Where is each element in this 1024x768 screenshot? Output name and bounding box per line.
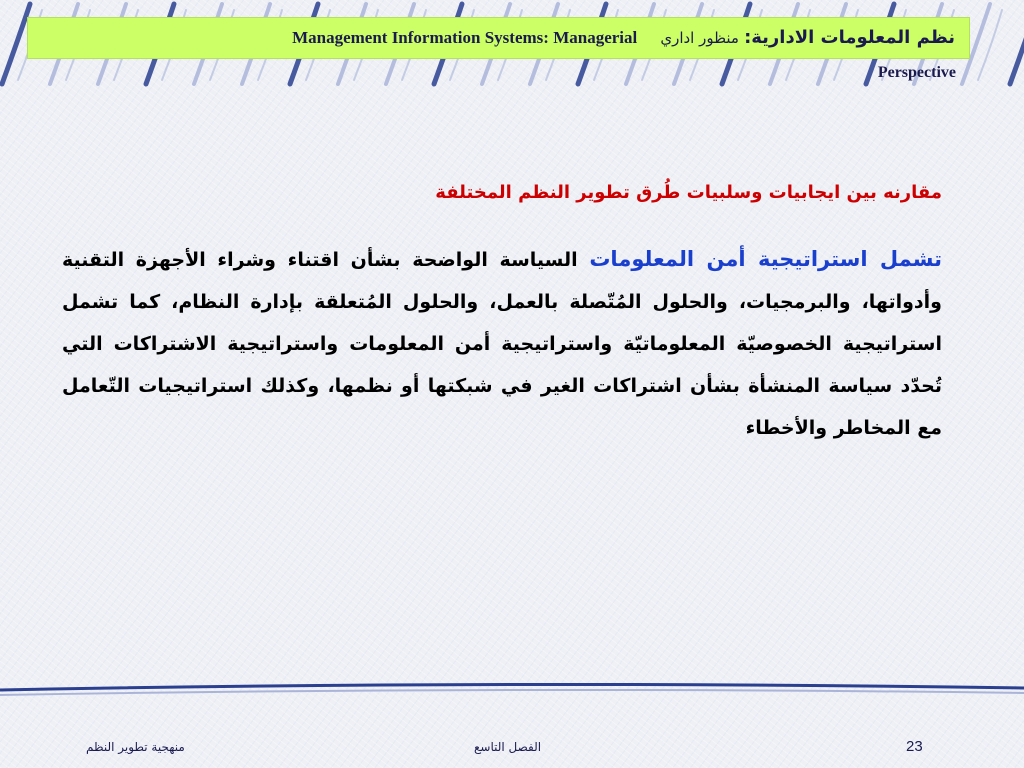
body-paragraph	[62, 238, 942, 449]
slide-content	[62, 180, 942, 449]
title-arabic-main: نظم المعلومات الادارية:	[744, 27, 955, 48]
body-text: السياسة الواضحة بشأن اقتناء وشراء الأجهزة التقنية وأدواتها، والبرمجيات، والحلول المُتّصلة بالعمل، والحلول المُتعلقة بإدارة النظام، كما تشمل استراتيجية الخصوصيّة المعلوماتيّة واستراتيجية أمن المعلومات واستراتيجية الاشتراكات التي تُحدّد سياسة المنشأة بشأن اشتراكات الغير في شبكتها أو نظمها، وكذلك استراتيجيات التّعامل مع المخاطر والأخطاء	[62, 249, 942, 440]
footer-divider	[0, 678, 1024, 700]
footer-divider-line-shadow	[0, 690, 1024, 695]
slide-number: 23	[906, 738, 923, 755]
header-stripe	[1010, 4, 1024, 84]
slide-title	[292, 27, 955, 48]
header-stripe-thin	[978, 10, 1002, 80]
body-lead-phrase: تشمل استراتيجية أمن المعلومات	[589, 247, 943, 272]
title-english-continuation: Perspective	[877, 64, 956, 81]
footer-chapter: الفصل التاسع	[474, 740, 542, 754]
header-stripe	[2, 4, 30, 84]
title-arabic-subtitle: منظور اداري	[660, 29, 739, 47]
title-english: Management Information Systems: Managerial	[292, 28, 638, 47]
footer-course-title: منهجية تطوير النظم	[86, 740, 185, 754]
subheading: مقارنه بين ايجابيات وسلبيات طُرق تطوير النظم المختلفة	[435, 182, 942, 203]
